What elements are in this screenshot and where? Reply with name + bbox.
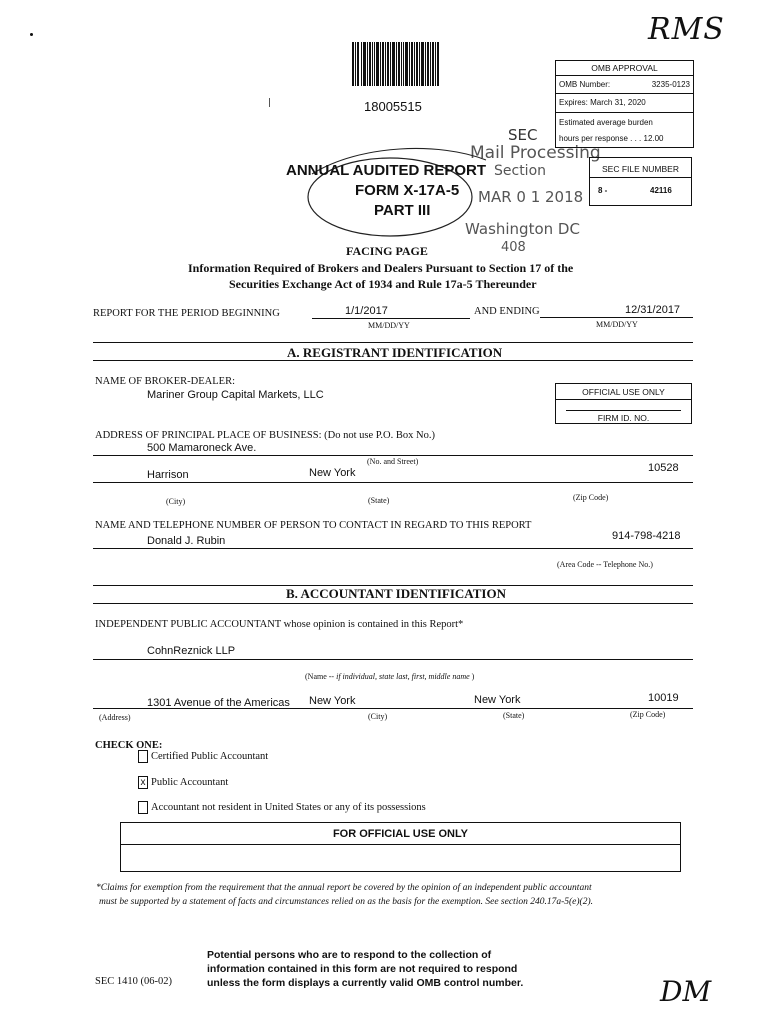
facing-page-line2: Securities Exchange Act of 1934 and Rule 17a-5 Thereunder	[229, 277, 537, 291]
checkbox-public-accountant[interactable]: x	[138, 776, 148, 789]
accountant-name-caption	[305, 672, 474, 681]
broker-dealer-name[interactable]: Mariner Group Capital Markets, LLC	[147, 389, 324, 401]
omb-number-value: 3235-0123	[651, 80, 690, 89]
accountant-address[interactable]: 1301 Avenue of the Americas	[147, 697, 290, 709]
firm-id-label: FIRM ID. NO.	[597, 413, 650, 423]
stamp-sec: SEC	[508, 126, 538, 144]
address-city[interactable]: Harrison	[147, 469, 189, 481]
stamp-city: Washington DC	[465, 220, 580, 238]
barcode-image	[352, 42, 440, 86]
sec-file-number: 42116	[650, 186, 672, 195]
facing-page-title: FACING PAGE	[346, 244, 428, 258]
official-use-only-box	[120, 822, 681, 872]
address-zip-caption: (Zip Code)	[573, 493, 609, 502]
scan-mark	[269, 98, 270, 107]
period-end-value[interactable]: 12/31/2017	[625, 304, 681, 316]
accountant-city[interactable]: New York	[309, 695, 356, 707]
official-use-label: OFFICIAL USE ONLY	[582, 387, 665, 397]
omb-notice-line1: Potential persons who are to respond to the collection of	[207, 949, 492, 961]
omb-number-label: OMB Number:	[559, 80, 611, 89]
section-a-title: A. REGISTRANT IDENTIFICATION	[287, 345, 503, 360]
option-not-resident-label: Accountant not resident in United States or any of its possessions	[151, 802, 426, 813]
period-begin-line	[312, 318, 470, 319]
omb-title: OMB APPROVAL	[591, 63, 658, 73]
accountant-name-line	[93, 659, 693, 660]
sec-form-number: SEC 1410 (06-02)	[95, 976, 172, 987]
sec-file-number-box	[589, 157, 692, 206]
address-label: ADDRESS OF PRINCIPAL PLACE OF BUSINESS: (Do not use P.O. Box No.)	[95, 430, 435, 441]
name-caption-italic: if individual, state last, first, middle name	[336, 672, 470, 681]
contact-phone[interactable]: 914-798-4218	[612, 530, 681, 542]
contact-phone-caption: (Area Code -- Telephone No.)	[557, 560, 653, 569]
omb-burden-line2: hours per response . . . 12.00	[559, 134, 664, 143]
stamp-number: 408	[501, 240, 526, 255]
accountant-label: INDEPENDENT PUBLIC ACCOUNTANT whose opinion is contained in this Report*	[95, 619, 464, 630]
accountant-state-caption: (State)	[503, 711, 525, 720]
address-street-caption: (No. and Street)	[367, 457, 419, 466]
period-label: REPORT FOR THE PERIOD BEGINNING	[93, 308, 280, 319]
section-a-bottom-rule	[93, 360, 693, 361]
report-title-line1: ANNUAL AUDITED REPORT	[286, 162, 487, 179]
checkbox-accountant-not-resident[interactable]	[138, 801, 148, 814]
facing-page-line1: Information Required of Brokers and Dealers Pursuant to Section 17 of the	[188, 261, 574, 275]
accountant-city-caption: (City)	[368, 712, 388, 721]
stamp-section: Section	[494, 163, 547, 179]
contact-line	[93, 548, 693, 549]
period-begin-format: MM/DD/YY	[368, 321, 410, 330]
section-a-top-rule	[93, 342, 693, 343]
address-zip[interactable]: 10528	[648, 462, 679, 474]
stamp-date: MAR 0 1 2018	[478, 188, 584, 206]
stamp-mail-processing: Mail Processing	[470, 143, 601, 163]
handwritten-initials-top: RMS	[648, 12, 725, 47]
omb-burden-line1: Estimated average burden	[559, 118, 653, 127]
accountant-zip-caption: (Zip Code)	[630, 710, 666, 719]
accountant-name[interactable]: CohnReznick LLP	[147, 645, 236, 657]
period-end-format: MM/DD/YY	[596, 320, 638, 329]
omb-expires: Expires: March 31, 2020	[559, 98, 646, 107]
accountant-address-line	[93, 708, 693, 709]
checkbox-certified-public-accountant[interactable]	[138, 750, 148, 763]
accountant-state[interactable]: New York	[474, 694, 521, 706]
option-certified-label: Certified Public Accountant	[151, 751, 269, 762]
contact-label: NAME AND TELEPHONE NUMBER OF PERSON TO CONTACT IN REGARD TO THIS REPORT	[95, 520, 532, 531]
address-city-line	[93, 482, 693, 483]
period-and-ending-label: AND ENDING	[474, 306, 540, 317]
accountant-address-caption: (Address)	[99, 713, 131, 722]
contact-name[interactable]: Donald J. Rubin	[147, 535, 226, 547]
claims-note-line1: *Claims for exemption from the requirement that the annual report be covered by the opinion of an independent public accountant	[96, 883, 592, 893]
handwritten-initials-bottom: DM	[660, 975, 712, 1008]
official-use-box	[555, 383, 692, 424]
period-begin-value[interactable]: 1/1/2017	[345, 305, 388, 317]
address-state-caption: (State)	[368, 496, 390, 505]
official-use-only-label: FOR OFFICIAL USE ONLY	[332, 828, 469, 840]
omb-notice-line3: unless the form displays a currently valid OMB control number.	[207, 977, 524, 989]
section-b-bottom-rule	[93, 603, 693, 604]
omb-notice-line2: information contained in this form are not required to respond	[207, 963, 518, 975]
name-caption-suffix: )	[469, 672, 475, 681]
address-city-caption: (City)	[166, 497, 186, 506]
check-one-label: CHECK ONE:	[95, 740, 163, 751]
address-street-line	[93, 455, 693, 456]
sec-file-prefix: 8 -	[598, 186, 608, 195]
period-end-line	[540, 317, 693, 318]
omb-approval-box	[555, 60, 694, 148]
name-caption-prefix: (Name --	[305, 672, 337, 681]
accountant-zip[interactable]: 10019	[648, 692, 679, 704]
section-b-title: B. ACCOUNTANT IDENTIFICATION	[286, 586, 506, 601]
claims-note-line2: must be supported by a statement of facts and circumstances relied on as the basis for the exemption. See section 240.17a-5(e)(2).	[99, 897, 593, 907]
report-title-line3: PART III	[374, 202, 431, 219]
broker-dealer-label: NAME OF BROKER-DEALER:	[95, 376, 236, 387]
report-title-line2: FORM X-17A-5	[355, 182, 460, 199]
address-street[interactable]: 500 Mamaroneck Ave.	[147, 442, 257, 454]
barcode-number: 18005515	[364, 99, 422, 114]
option-public-label: Public Accountant	[151, 777, 229, 788]
sec-file-number-label: SEC FILE NUMBER	[602, 164, 679, 174]
scan-speck	[30, 33, 33, 36]
address-state[interactable]: New York	[309, 467, 356, 479]
